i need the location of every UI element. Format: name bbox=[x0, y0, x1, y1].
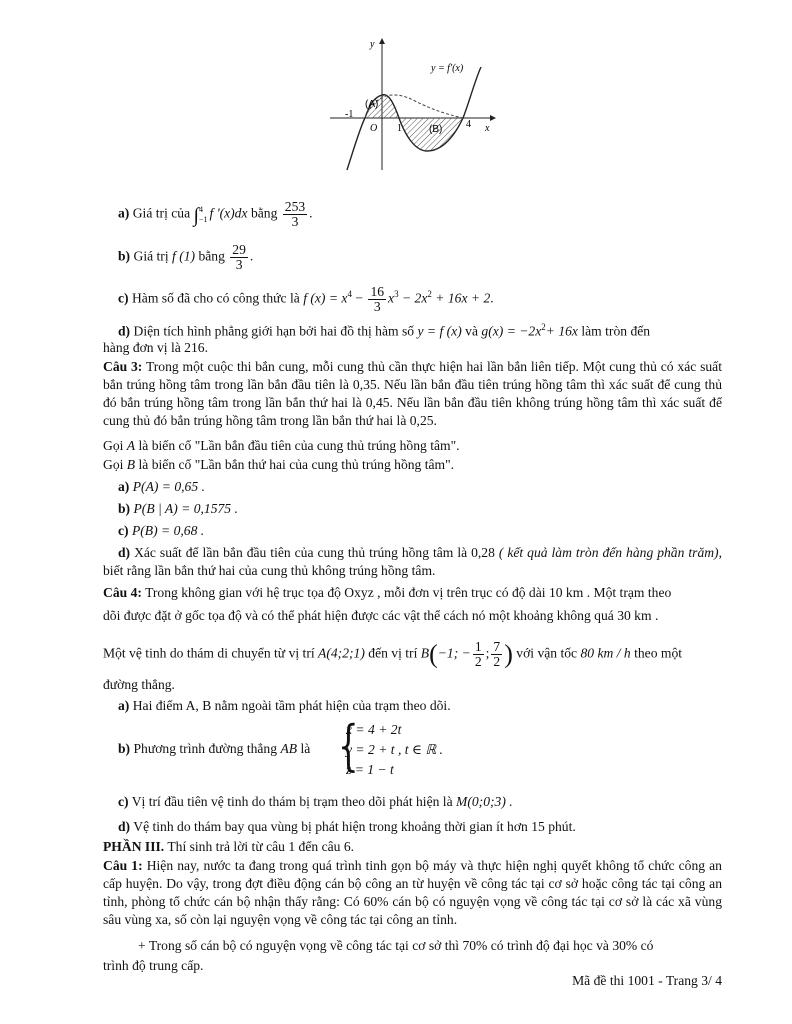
tick-1: 1 bbox=[397, 123, 402, 134]
q1-title: Câu 1: bbox=[103, 858, 143, 873]
expr: y = f (x) bbox=[417, 323, 462, 339]
note: trăm) bbox=[688, 545, 719, 560]
numerator: 253 bbox=[284, 199, 306, 214]
q3-body: Trong một cuộc thi bắn cung, mỗi cung thủ cần thực hiện hai lần bắn liên tiếp. Một cung thủ có xác suất bắn trúng hồng tâm trong lần bắn đầu tiên là 0,35. Nếu lần bắn đầu tiên trúng hồng tâm thì xác suất để cung thủ đó bắn trúng hồng tâm trong lần bắn thứ hai là 0,45. Nếu lần bắn đầu tiên không trúng hồng tâm thì xác suất để cung thủ đó bắn trúng hồng tâm trong lần bắn thứ hai là 0,25. bbox=[103, 359, 722, 428]
numerator: 29 bbox=[232, 242, 246, 257]
var: A bbox=[126, 438, 136, 453]
q2-item-c: c) Hàm số đã cho có công thức là f $(x) = x^4$ − $\frac{16}{3}$ $x^3 - 2x^2 + 16x + 2$. bbox=[118, 284, 494, 314]
label-c: c) bbox=[118, 794, 129, 809]
text: Gọi bbox=[103, 438, 124, 453]
line-system bbox=[338, 714, 468, 779]
q3-title: Câu 3: bbox=[103, 359, 143, 374]
label-a: a) bbox=[118, 479, 130, 494]
system-row-z: z = 1 − t bbox=[346, 762, 394, 777]
text: là biến cố "Lần bắn thứ hai của cung thủ trúng hồng tâm". bbox=[138, 457, 455, 472]
label-b: b) bbox=[118, 501, 131, 516]
text: là bbox=[300, 741, 311, 756]
text: Vệ tinh do thám bay qua vùng bị phát hiện trong khoảng thời gian ít hơn 15 phút. bbox=[133, 819, 576, 834]
expr: + 16x + 2 bbox=[435, 290, 491, 306]
text: Hàm số đã cho có công thức là bbox=[131, 290, 300, 306]
region-b-label: (B) bbox=[429, 124, 443, 135]
text: với vận tốc bbox=[516, 645, 578, 661]
tick-neg1: -1 bbox=[345, 109, 354, 120]
label-d: d) bbox=[118, 819, 131, 834]
q3-def-a bbox=[103, 437, 722, 455]
integrand: f '(x)dx bbox=[209, 205, 248, 221]
q3-def-b bbox=[103, 456, 722, 474]
text: Hai điểm A, B nằm ngoài tầm phát hiện của trạm theo dõi. bbox=[132, 698, 451, 713]
q4-line3: Một vệ tinh do thám di chuyển từ vị trí A(4;2;1) đến vị trí B(−1; − $\frac{1}{2}$ ; $\frac{7}{2}$ ) với vận tốc 80 km / h theo một bbox=[103, 639, 683, 669]
q4-item-a bbox=[118, 697, 722, 715]
denominator: 3 bbox=[235, 257, 243, 272]
integral-sign: ∫ bbox=[193, 204, 199, 227]
text: Một vệ tinh do thám di chuyển từ vị trí bbox=[103, 645, 315, 661]
text: , biết rằng lần bắn thứ hai của cung thủ không trúng hồng tâm. bbox=[103, 545, 722, 578]
label-b: b) bbox=[118, 248, 131, 264]
text: theo một bbox=[634, 645, 683, 661]
label-a: a) bbox=[118, 698, 130, 713]
label-d: d) bbox=[118, 323, 131, 339]
q4-item-c bbox=[118, 793, 722, 811]
part3-bullet-end: trình độ trung cấp. bbox=[103, 958, 204, 973]
page-footer: Mã đề thi 1001 - Trang 3/ 4 bbox=[572, 973, 722, 988]
part3-q1 bbox=[103, 857, 722, 929]
q3-item-b bbox=[118, 500, 722, 518]
q2-item-a: a) Giá trị của ∫ 4 −1 f '(x)dx bằng $\frac{253}{3}$ . bbox=[118, 199, 313, 229]
integral-limits bbox=[199, 205, 208, 225]
text: Giá trị của bbox=[132, 205, 191, 221]
text: Xác suất để lần bắn đầu tiên của cung thủ trúng hồng tâm là 0,28 bbox=[134, 545, 495, 560]
denominator: 2 bbox=[474, 654, 482, 669]
part3-title: PHẦN III. bbox=[103, 839, 165, 854]
q1-body: Hiện nay, nước ta đang trong quá trình tinh gọn bộ máy và thực hiện nghị quyết không tổ chức công an cấp huyện. Do vậy, trong đợt điều động cán bộ công an từ huyện về công tác tại cơ sở hoặc công tác tại công an tỉnh, phòng tổ chức cán bộ nhận thấy rằng: Có 60% cán bộ có nguyện vọng về công tác tại cơ sở là các xã vùng sâu vùng xa, số còn lại nguyện vọng về công tác tại công an tỉnh. bbox=[103, 858, 722, 927]
point-b: B bbox=[420, 645, 430, 661]
text: Giá trị bbox=[133, 248, 169, 264]
part3-bullet: + Trong số cán bộ có nguyện vọng về công tác tại cơ sở thì 70% có trình độ đại học và 30% có bbox=[138, 938, 654, 953]
expr: g(x) = −2x bbox=[481, 323, 542, 339]
system-row-x: x = 4 + 2t bbox=[346, 722, 402, 737]
part3-heading bbox=[103, 838, 722, 856]
y-label: y bbox=[370, 39, 375, 50]
expr: P(A) = 0,65 . bbox=[132, 479, 205, 494]
q2-item-d-cont: hàng đơn vị là 216. bbox=[103, 340, 208, 355]
text: bằng bbox=[250, 205, 278, 221]
q3-paragraph bbox=[103, 358, 722, 430]
q3-item-d bbox=[103, 544, 722, 580]
upper-limit: 4 bbox=[199, 204, 203, 214]
point-a: A(4;2;1) bbox=[318, 645, 365, 661]
expr: M(0;0;3) . bbox=[456, 794, 513, 809]
q4-line2: dõi được đặt ở gốc tọa độ và có thể phát hiện được các vật thể cách nó một khoảng không quá 30 km . bbox=[103, 608, 659, 623]
var: B bbox=[126, 457, 136, 472]
denominator: 2 bbox=[493, 654, 501, 669]
region-a-label: (A) bbox=[365, 99, 379, 110]
expr: AB bbox=[280, 741, 298, 756]
note: ( kết quả làm tròn đến hàng phần bbox=[498, 545, 685, 560]
lower-limit: −1 bbox=[199, 214, 208, 224]
text: là biến cố "Lần bắn đầu tiên của cung thủ trúng hồng tâm". bbox=[138, 438, 460, 453]
q3-item-a bbox=[118, 478, 722, 496]
label-d: d) bbox=[118, 545, 131, 560]
system-row-y: y = 2 + t , t ∈ ℝ . bbox=[346, 742, 443, 757]
speed: 80 km / h bbox=[580, 645, 631, 661]
numerator: 7 bbox=[493, 639, 501, 654]
text: Trong không gian với hệ trục tọa độ Oxyz , mỗi đơn vị trên trục có độ dài 10 km . Một trạm theo bbox=[145, 585, 672, 600]
q3-item-c bbox=[118, 522, 722, 540]
tick-4: 4 bbox=[466, 119, 471, 130]
numerator: 1 bbox=[474, 639, 482, 654]
curve-label: y = f'(x) bbox=[431, 63, 464, 74]
derivative-graph bbox=[325, 35, 505, 175]
x-label: x bbox=[485, 123, 490, 134]
q2-item-b: b) Giá trị f (1) bằng $\frac{29}{3}$ . bbox=[118, 242, 254, 272]
label-c: c) bbox=[118, 290, 129, 306]
text: làm tròn đến bbox=[581, 323, 651, 339]
q4-item-d bbox=[118, 818, 722, 836]
expr: f (1) bbox=[172, 248, 196, 264]
text: Thí sinh trả lời từ câu 1 đến câu 6. bbox=[167, 839, 355, 854]
brace: { bbox=[338, 714, 359, 777]
text: Gọi bbox=[103, 457, 124, 472]
fraction bbox=[491, 640, 502, 669]
expr: P(B) = 0,68 . bbox=[131, 523, 205, 538]
origin-label: O bbox=[370, 123, 378, 134]
text: Phương trình đường thẳng bbox=[133, 741, 278, 756]
fraction bbox=[473, 640, 484, 669]
denominator: 3 bbox=[291, 214, 299, 229]
text: và bbox=[465, 323, 478, 339]
expr: P(B | A) = 0,1575 . bbox=[133, 501, 238, 516]
expr: x bbox=[388, 290, 395, 306]
numerator: 16 bbox=[370, 284, 385, 299]
text: Vị trí đầu tiên vệ tinh do thám bị trạm theo dõi phát hiện là bbox=[131, 794, 453, 809]
expr: − 2x bbox=[401, 290, 428, 306]
q4-line4: đường thẳng. bbox=[103, 677, 175, 692]
fraction bbox=[283, 200, 307, 229]
label-a: a) bbox=[118, 205, 130, 221]
expr: f (x) = x bbox=[303, 290, 348, 306]
text: bằng bbox=[198, 248, 225, 264]
text: đến vị trí bbox=[368, 645, 418, 661]
denominator: 3 bbox=[373, 299, 381, 314]
q4-title: Câu 4: bbox=[103, 585, 142, 600]
text: Diện tích hình phẳng giới hạn bởi hai đồ thị hàm số bbox=[133, 323, 415, 339]
x-axis-arrow bbox=[490, 115, 496, 121]
q4-line1 bbox=[103, 584, 722, 602]
expr: + 16x bbox=[545, 323, 578, 339]
label-b: b) bbox=[118, 741, 131, 756]
y-axis-arrow bbox=[379, 38, 385, 44]
fraction bbox=[230, 243, 248, 272]
q2-item-d: d) Diện tích hình phẳng giới hạn bởi hai đồ thị hàm số y = f (x) và $g(x) = -2x^2+ 16x$ làm tròn đến bbox=[118, 322, 651, 339]
fraction bbox=[368, 285, 386, 314]
label-c: c) bbox=[118, 523, 129, 538]
expr: −1; − bbox=[437, 645, 471, 661]
